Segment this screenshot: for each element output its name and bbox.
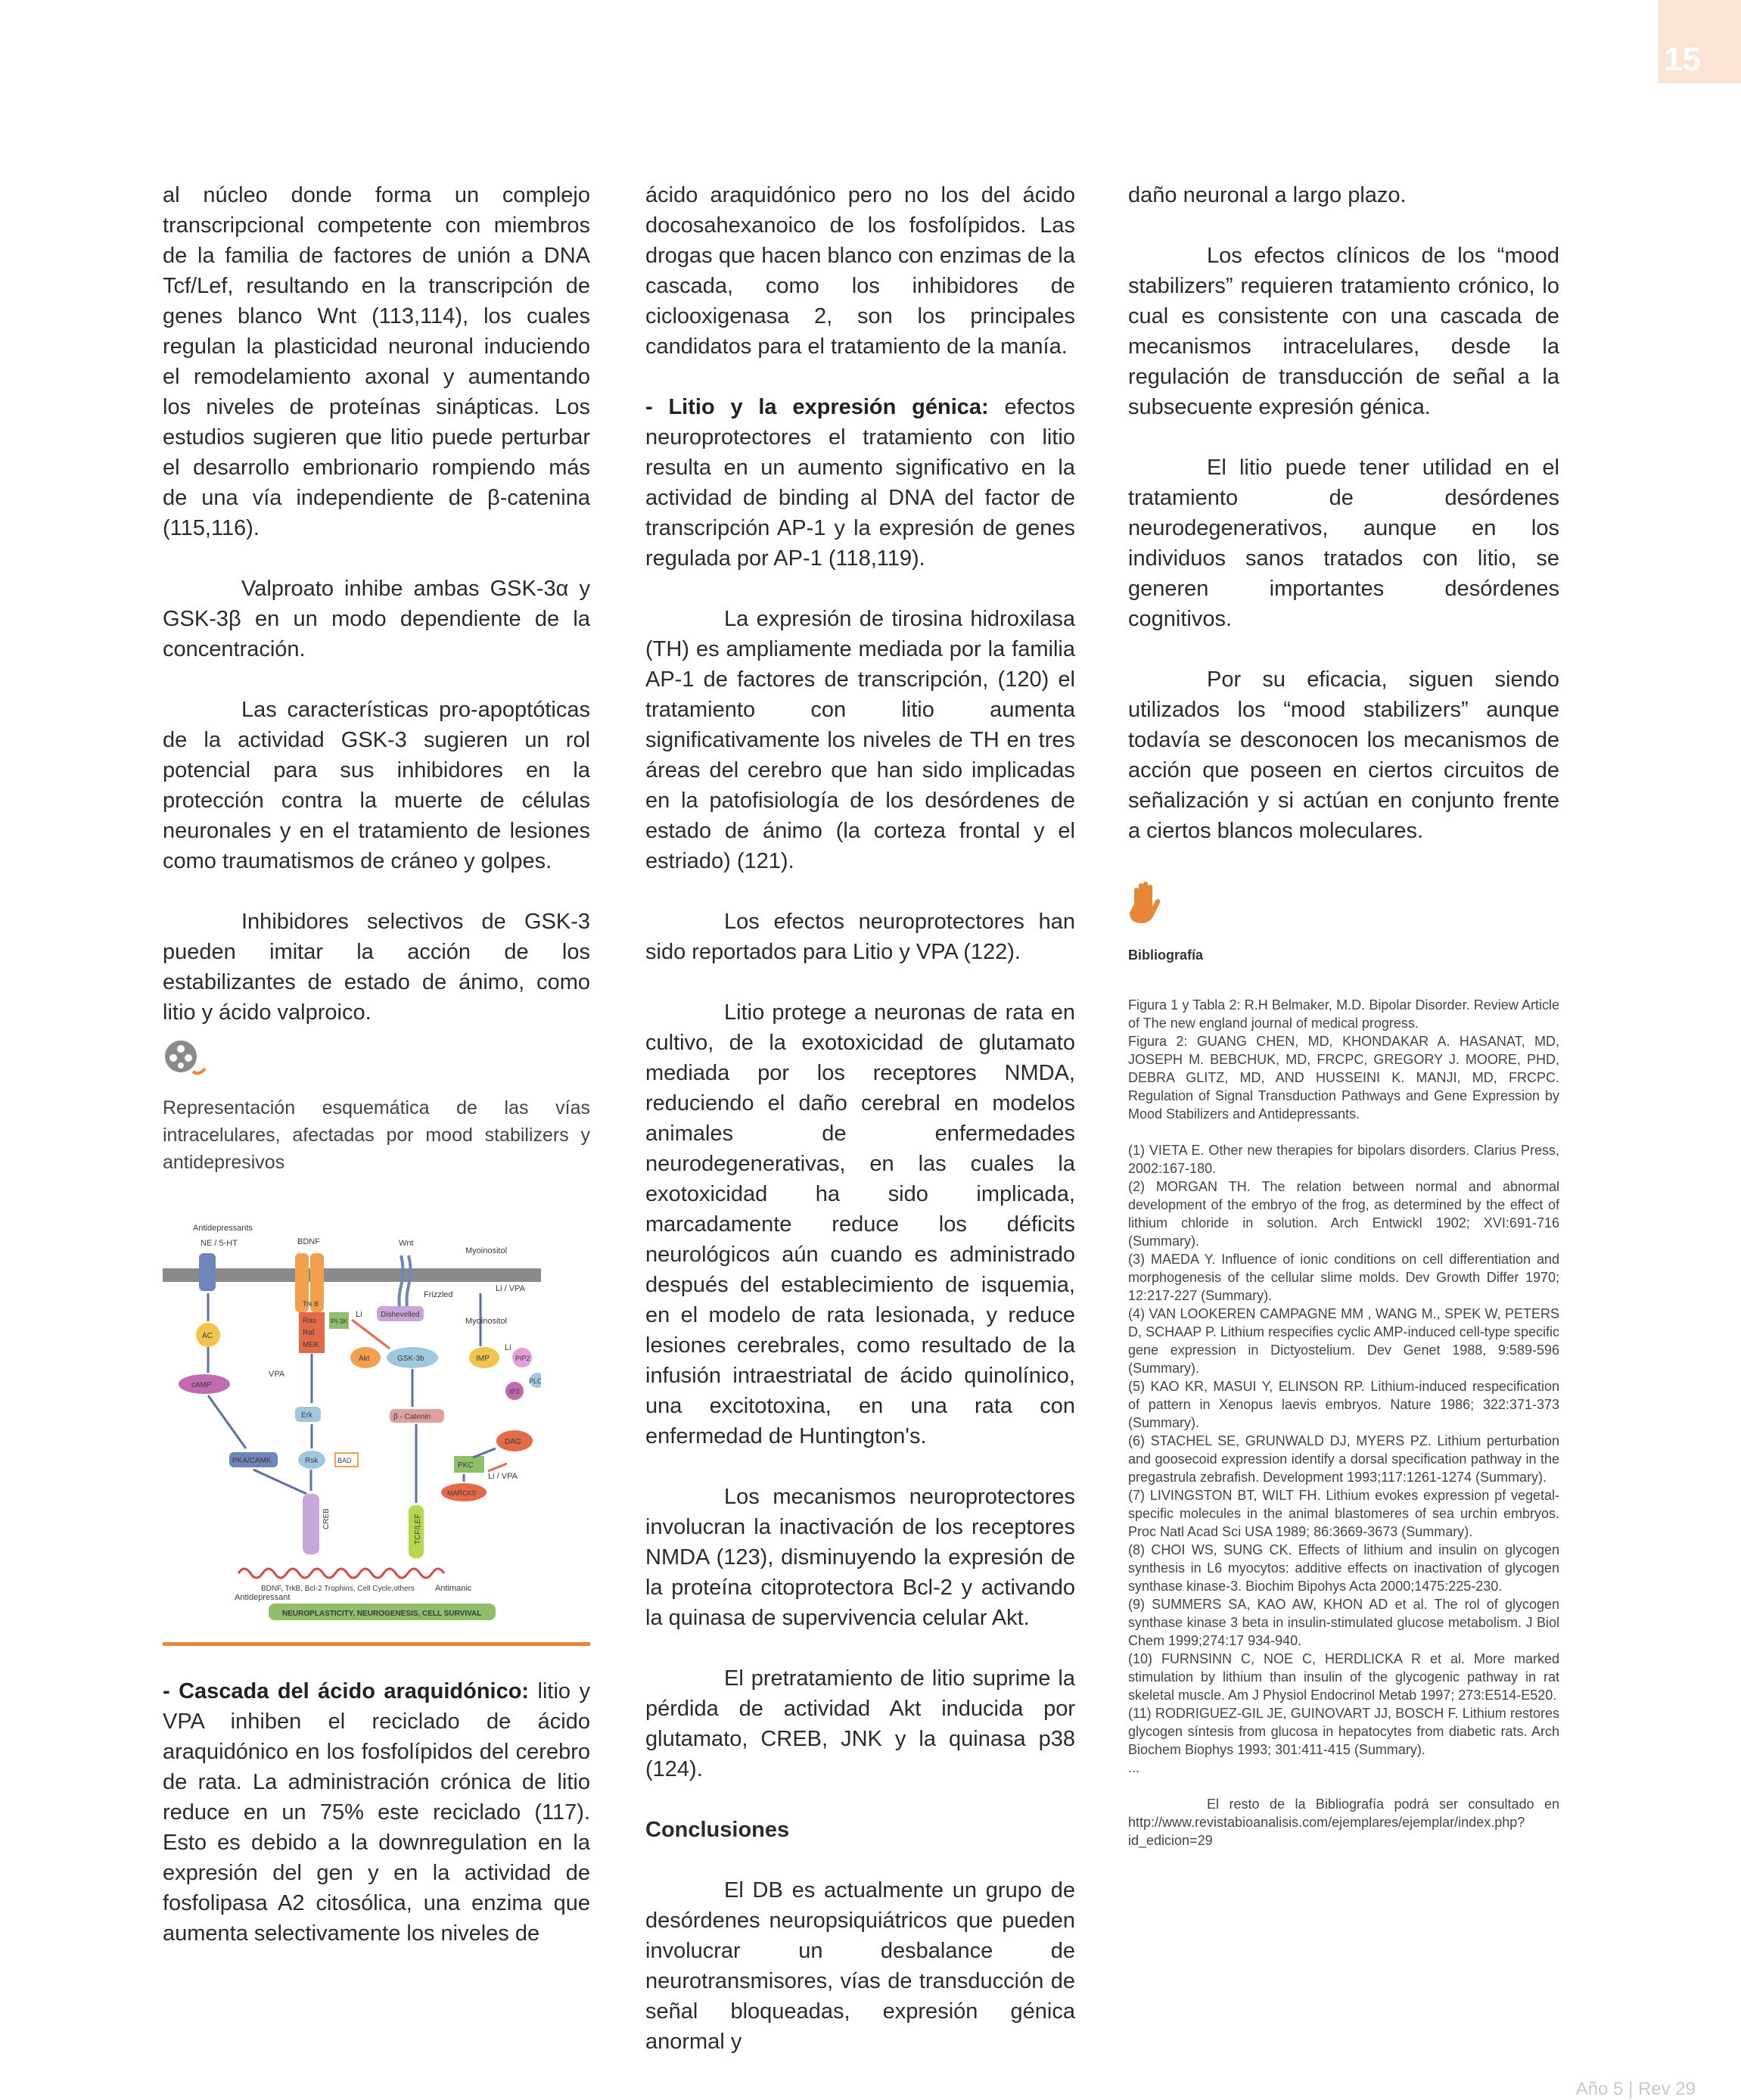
- label-imp: IMP: [476, 1355, 490, 1363]
- paragraph: - Cascada del ácido araquidónico: litio y VPA inhiben el reciclado de ácido araquidónico en los fosfolípidos del cerebro de rata. La administración crónica de litio reduce en un 75% este reciclado (117). Esto es debido a la downregulation en la expresión del gen y en la actividad de fosfolipasa A2 citosólica, una enzima que aumenta selectivamente los niveles de: [163, 1679, 590, 1946]
- label-tcflef: TCF/LEF: [414, 1514, 422, 1545]
- label-trkb: Trk B: [303, 1300, 319, 1308]
- label-dishevelled: Dishevelled: [381, 1311, 420, 1319]
- paragraph: Los efectos clínicos de los “mood stabilizers” requieren tratamiento crónico, lo cual es consistente con una cascada de mecanismos intracelulares, desde la regulación de transducción de señal a la subsecuente expresión génica.: [1128, 244, 1559, 419]
- reference-item: (11) RODRIGUEZ-GIL JE, GUINOVART JJ, BOSCH F. Lithium restores glycogen síntesis from glucosa in hepatocytes from diabetic rats. Arch Biochem Biophys 1993; 301:411-415 (Summary).: [1128, 1706, 1559, 1757]
- paragraph: al núcleo donde forma un complejo transcripcional competente con miembros de la familia de factores de unión a DNA Tcf/Lef, resultando en la transcripción de genes blanco Wnt (113,114), los cuales regulan la plasticidad neuronal induciendo el remodelamiento axonal y aumentando los niveles de proteínas sinápticas. Los estudios sugieren que litio puede perturbar el desarrollo embrionario rompiendo más de una vía independiente de β-catenina (115,116).: [163, 183, 590, 540]
- reference-item: ...: [1128, 1760, 1140, 1775]
- label-ne5ht: NE / 5-HT: [201, 1239, 238, 1248]
- figure-credit: Figura 2: GUANG CHEN, MD, KHONDAKAR A. HASANAT, MD, JOSEPH M. BEBCHUK, MD, FRCPC, GREGORY J. MOORE, PHD, DEBRA GLITZ, MD, AND HUSSEINI K. MANJI, MD, FRCPC. Regulation of Signal Transduction Pathways and Gene Expression by Mood Stabilizers and Antidepressants.: [1128, 1034, 1559, 1122]
- label-akt: Akt: [359, 1355, 370, 1363]
- label-ip3: IP3: [509, 1388, 520, 1395]
- paragraph: La expresión de tirosina hidroxilasa (TH) es ampliamente mediada por la familia AP-1 de factores de transcripción, (120) el tratamiento con litio aumenta significativamente los niveles de TH en tres áreas del cerebro que han sido implicadas en la patofisiología de los desórdenes de estado de ánimo (la corteza frontal y el estriado) (121).: [645, 607, 1075, 873]
- label-ac: AC: [202, 1332, 213, 1340]
- page-number: 15: [1658, 0, 1741, 83]
- reference-item: (2) MORGAN TH. The relation between normal and abnormal development of the embryo of the frog, as determined by the effect of lithium chloride in solution. Arch Entwickl 1902; XVI:691-716 (Summary).: [1128, 1179, 1559, 1249]
- paragraph: El pretratamiento de litio suprime la pérdida de actividad Akt inducida por glutamato, CREB, JNK y la quinasa p38 (124).: [645, 1666, 1075, 1781]
- paragraph: ácido araquidónico pero no los del ácido docosahexanoico de los fosfolípidos. Las drogas que hacen blanco con enzimas de la cascada, como los inhibidores de ciclooxigenasa 2, son los principales candidatos para el tratamiento de la manía.: [645, 183, 1075, 359]
- label-antidepressants: Antidepressants: [193, 1224, 253, 1233]
- label-frizzled: Frizzled: [424, 1290, 453, 1299]
- label-camp: cAMP: [191, 1381, 212, 1389]
- reference-item: (4) VAN LOOKEREN CAMPAGNE MM , WANG M., SPEK W, PETERS D, SCHAAP P. Lithium respecifies cyclic AMP-induced cell-type specific gene expression in Dictyostelium. Dev Genet 1988, 9:589-596 (Summary).: [1128, 1306, 1559, 1376]
- label-genes: BDNF, TrkB, Bcl-2 Trophins, Cell Cycle,others: [261, 1585, 415, 1593]
- paragraph: El litio puede tener utilidad en el tratamiento de desórdenes neurodegenerativos, aunque en los individuos sanos tratados con litio, se generen importantes desórdenes cognitivos.: [1128, 456, 1559, 631]
- label-pkacamk: PKA/CAMK: [232, 1457, 272, 1465]
- figure-caption: Representación esquemática de las vías intracelulares, afectadas por mood stabilizers y antidepresivos: [163, 1097, 590, 1173]
- label-dag: DAG: [505, 1438, 521, 1446]
- label-erk: Erk: [301, 1411, 312, 1420]
- reference-item: (3) MAEDA Y. Influence of ionic conditions on cell differentiation and morphogenesis of the cellular slime molds. Dev Growth Differ 1970; 12:217-227 (Summary).: [1128, 1252, 1559, 1303]
- reference-item: (8) CHOI WS, SUNG CK. Effects of lithium and insulin on glycogen synthesis in L6 myocytos: additive effects on inactivation of glycogen synthase kinase-3. Biochim Bipohys Acta 2000;1475:225-230.: [1128, 1542, 1559, 1594]
- label-bad: BAD: [337, 1457, 352, 1464]
- reference-item: (1) VIETA E. Other new therapies for bipolars disorders. Clarius Press, 2002:167-180.: [1128, 1143, 1559, 1176]
- paragraph: El DB es actualmente un grupo de desórdenes neuropsiquiátricos que pueden involucrar un desbalance de neurotransmisores, vías de transducción de señal bloqueadas, expresión génica anormal y: [645, 1878, 1075, 2054]
- reference-item: (7) LIVINGSTON BT, WILT FH. Lithium evokes expression pf vegetal-specific molecules in the animal blastomeres of sea urchin embryos. Proc Natl Acad Sci USA 1989; 86:3669-3673 (Summary).: [1128, 1488, 1559, 1539]
- bibliography: [1128, 996, 1559, 1850]
- label-li-1: Li: [356, 1310, 362, 1319]
- label-rsk: Rsk: [305, 1457, 319, 1465]
- paragraph: Litio protege a neuronas de rata en cultivo, de la exotoxicidad de glutamato mediada por los receptores NMDA, reduciendo el daño cerebral en modelos animales de enfermedades neurodegenerativas, en las cuales la exotoxicidad ha sido implicada, marcadamente reduce los déficits neurológicos aún cuando es administrado después del establecimiento de isquemia, en el modelo de rata lesionada, y reduce lesiones cerebrales, como resultado de la infusión intraestriatal de ácido quinolínico, una excitotoxina, en una rata con enfermedad de Huntington's.: [645, 1000, 1075, 1448]
- paragraph: - Litio y la expresión génica: efectos neuroprotectores el tratamiento con litio resulta en un aumento significativo en la actividad de binding al DNA del factor de transcripción AP-1 y la expresión de genes regulada por AP-1 (118,119).: [645, 395, 1075, 571]
- column-1: [163, 180, 590, 1979]
- label-vpa: VPA: [269, 1370, 285, 1379]
- label-raf: Raf: [303, 1329, 315, 1337]
- column-2: [645, 180, 1075, 2087]
- reference-item: (5) KAO KR, MASUI Y, ELINSON RP. Lithium-induced respecification of pattern in Xenopus laevis embryos. Nature 1986; 322:371-373 (Summary).: [1128, 1379, 1559, 1430]
- paragraph: Por su eficacia, siguen siendo utilizados los “mood stabilizers” aunque todavía se desconocen los mecanismos de acción que poseen en ciertos circuitos de señalización y si actúan en conjunto frente a ciertos blancos moleculares.: [1128, 667, 1559, 843]
- label-creb: CREB: [322, 1508, 331, 1529]
- label-pkc: PKC: [458, 1461, 474, 1470]
- footer-issue: Año 5 | Rev 29: [1575, 2079, 1696, 2099]
- label-pi3k: PI-3K: [331, 1318, 348, 1325]
- label-pip2: PIP2: [515, 1355, 530, 1362]
- label-livpa-mid: Li / VPA: [488, 1472, 518, 1481]
- conclusions-heading: Conclusiones: [645, 1818, 790, 1842]
- section-heading: - Cascada del ácido araquidónico:: [163, 1679, 530, 1703]
- label-mek: MEK: [303, 1341, 319, 1349]
- label-livpa-top: Li / VPA: [496, 1284, 525, 1293]
- label-antidepressant: Antidepressant: [235, 1593, 291, 1602]
- paragraph: daño neuronal a largo plazo.: [1128, 183, 1407, 207]
- reference-item: (10) FURNSINN C, NOE C, HERDLICKA R et al. More marked stimulation by lithium than insulin of the glycogenic pathway in rat skeletal muscle. Am J Physiol Endocrinol Metab 1997; 273:E514-E520.: [1128, 1651, 1559, 1703]
- paragraph: Las características pro-apoptóticas de la actividad GSK-3 sugieren un rol potencial para sus inhibidores en la protección contra la muerte de células neuronales y en el tratamiento de lesiones como traumatismos de cráneo y golpes.: [163, 698, 590, 873]
- section-heading: - Litio y la expresión génica:: [645, 395, 989, 419]
- figure-credit: Figura 1 y Tabla 2: R.H Belmaker, M.D. Bipolar Disorder. Review Article of The new england journal of medical progress.: [1128, 997, 1559, 1031]
- label-plc: PLC: [529, 1377, 541, 1385]
- pathway-diagram: [163, 1221, 541, 1622]
- bibliography-note: El resto de la Bibliografía podrá ser consultado en http://www.revistabioanalisis.com/ejemplares/ejemplar/index.php?id_edicion=29: [1128, 1797, 1559, 1848]
- label-myoinositol: Myoinositol: [465, 1246, 508, 1255]
- hand-icon: [1128, 881, 1559, 925]
- reference-item: (6) STACHEL SE, GRUNWALD DJ, MYERS PZ. Lithium perturbation and goosecoid expression identify a dorsal specification pathway in the pregastrula zebrafish. Development 1993;117:1261-1274 (Summary).: [1128, 1433, 1559, 1485]
- label-li-2: Li: [505, 1343, 511, 1352]
- label-wnt: Wnt: [399, 1239, 414, 1248]
- column-3: [1128, 180, 1559, 1850]
- label-bottom-bar: NEUROPLASTICITY, NEUROGENESIS, CELL SURVIVAL: [282, 1610, 482, 1618]
- paragraph: Los mecanismos neuroprotectores involucran la inactivación de los receptores NMDA (123), disminuyendo la expresión de la proteína citoprotectora Bcl-2 y activando la quinasa de supervivencia celular Akt.: [645, 1485, 1075, 1630]
- paragraph: Valproato inhibe ambas GSK-3α y GSK-3β en un modo dependiente de la concentración.: [163, 577, 590, 661]
- label-marcks: MARCKS: [447, 1489, 477, 1497]
- label-antimanic: Antimanic: [435, 1584, 472, 1593]
- label-gsk3b: GSK-3b: [397, 1355, 424, 1363]
- label-ras: Ras: [303, 1317, 316, 1325]
- label-myoinositol-2: Myoinositol: [465, 1317, 508, 1326]
- film-reel-icon: [163, 1038, 590, 1081]
- paragraph: Inhibidores selectivos de GSK-3 pueden imitar la acción de los estabilizantes de estado de ánimo, como litio y ácido valproico.: [163, 910, 590, 1025]
- paragraph: Los efectos neuroprotectores han sido reportados para Litio y VPA (122).: [645, 910, 1075, 964]
- label-bcatenin: β - Catenin: [393, 1413, 431, 1421]
- label-bdnf: BDNF: [297, 1237, 320, 1246]
- reference-item: (9) SUMMERS SA, KAO AW, KHON AD et al. The rol of glycogen synthase kinase 3 beta in insulin-stimulated glucose metabolism. J Biol Chem 1999;274:17 934-940.: [1128, 1597, 1559, 1648]
- section-divider: [163, 1642, 590, 1646]
- bibliography-title: Bibliografía: [1128, 947, 1204, 963]
